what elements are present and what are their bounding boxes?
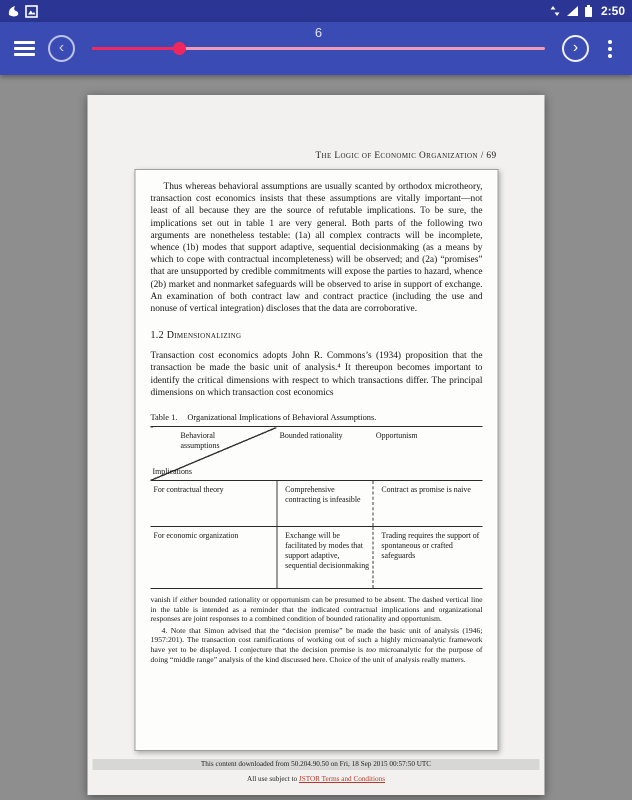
network-activity-icon <box>549 5 561 17</box>
table-caption-label: Table 1. <box>150 413 178 423</box>
implications-table <box>151 426 483 589</box>
jstor-terms-line <box>88 775 545 783</box>
jstor-download-stamp: This content downloaded from 50.204.90.50 on Fri, 18 Sep 2015 00:57:50 UTC <box>93 759 540 770</box>
status-bar-left <box>7 5 38 18</box>
hamburger-icon <box>14 41 35 44</box>
jstor-terms-prefix: All use subject to <box>247 775 299 783</box>
column-header: Opportunism <box>373 427 483 481</box>
section-heading: 1.2 Dimensionalizing <box>150 330 242 342</box>
status-bar <box>0 0 632 22</box>
kebab-icon <box>608 47 612 51</box>
jstor-terms-link[interactable]: JSTOR Terms and Conditions <box>298 775 385 783</box>
hamburger-icon <box>14 53 35 56</box>
clock: 2:50 <box>600 4 625 18</box>
screenshot-icon <box>25 5 38 18</box>
table-caption <box>151 413 483 422</box>
kebab-icon <box>608 40 612 44</box>
table-header-row <box>151 427 483 481</box>
page-number-label: 6 <box>314 25 323 40</box>
slider-fill <box>92 47 180 50</box>
corner-label-top: Behavioral assumptions <box>180 431 220 450</box>
table-cell: Exchange will be facilitated by modes that support adaptive, sequential decisionmaking <box>277 527 373 589</box>
slider-thumb[interactable] <box>173 42 186 55</box>
pdf-page <box>88 95 545 795</box>
toolbar <box>0 22 632 75</box>
table-row <box>151 481 483 527</box>
chevron-right-icon: › <box>572 38 579 56</box>
signal-icon <box>566 5 579 17</box>
document-canvas[interactable] <box>0 75 632 800</box>
chevron-left-icon: ‹ <box>58 38 65 56</box>
table-cell: Trading requires the support of spontaneous or crafted safeguards <box>373 527 483 589</box>
row-label: For economic organization <box>151 527 277 589</box>
kebab-icon <box>608 54 612 58</box>
table-note: vanish if either bounded rationality or opportunism can be presumed to be absent. The dashed vertical line in the table is intended as a reminder that the indicated contractual implications and organizational responses are joint responses to a combined condition of bounded rationality and opportunism. <box>150 595 483 624</box>
battery-icon <box>584 4 593 18</box>
page-slider[interactable] <box>88 22 549 75</box>
table-caption-text: Organizational Implications of Behavioral Assumptions. <box>187 413 377 423</box>
scanned-page <box>135 169 499 751</box>
row-label: For contractual theory <box>151 481 277 527</box>
paragraph: Transaction cost economics adopts John R. Commons’s (1934) proposition that the transaction be made the basic unit of analysis.⁴ It thereupon becomes important to identify the critical dimensions with respect to which transactions differ. The principal dimensions on which transaction cost economics <box>150 351 483 398</box>
column-header: Bounded rationality <box>277 427 373 481</box>
overflow-menu-button[interactable] <box>602 36 618 62</box>
table-cell: Comprehensive contracting is infeasible <box>277 481 373 527</box>
menu-button[interactable] <box>14 41 35 56</box>
corner-label-bottom: Implications <box>152 467 192 477</box>
paragraph: Thus whereas behavioral assumptions are usually scanted by orthodox microtheory, transaction cost economics insists that these assumptions are vitally important—not least of all because they are the source of refutable implications. To be sure, the implications set out in table 1 are very general. Both parts of the following two arguments are nonetheless testable: (1a) all complex contracts will be incomplete, whence (1b) modes that support adaptive, sequential decisionmaking (as a means by which to cope with contractual incompleteness) will be observed; and (2a) “promises” that are unsupported by credible commitments will expose the parties to hazard, whence (2b) market and nonmarket safeguards will be observed to arise in support of exchange. An examination of both contract law and contract practice (including the use and nonuse of vertical integration) discloses that the data are corroborative. <box>150 182 483 315</box>
swiftkey-icon <box>7 5 20 18</box>
table-corner-cell <box>151 427 277 481</box>
prev-page-button[interactable] <box>48 35 75 62</box>
table-row <box>151 527 483 589</box>
footnote-4: 4. Note that Simon advised that the “decision premise” be made the basic unit of analysis (1946; 1957:201). The transaction cost ramifications of working out of such a highly microanalytic framework have yet to be displayed. I conjecture that the decision premise is too microanalytic for the purpose of doing “middle range” analysis of the kind discussed here. Choice of the unit of analysis really matters. <box>150 625 483 664</box>
running-header: The Logic of Economic Organization / 69 <box>315 151 497 161</box>
status-bar-right <box>549 4 625 18</box>
next-page-button[interactable] <box>562 35 589 62</box>
table-cell: Contract as promise is naive <box>373 481 483 527</box>
hamburger-icon <box>14 47 35 50</box>
